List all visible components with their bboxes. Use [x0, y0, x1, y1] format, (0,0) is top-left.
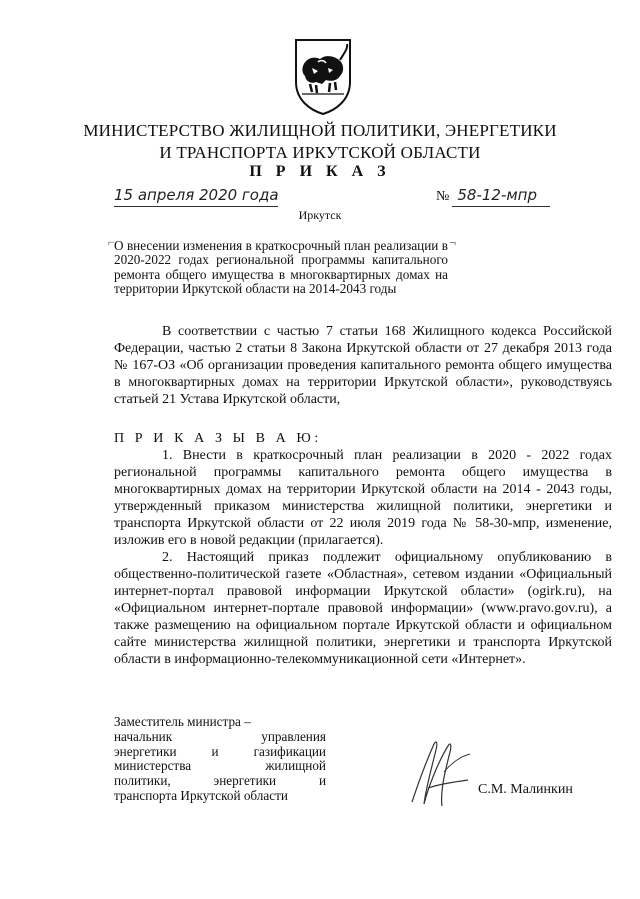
ministry-name-line2: И ТРАНСПОРТА ИРКУТСКОЙ ОБЛАСТИ	[159, 143, 481, 162]
order-item-2: 2. Настоящий приказ подлежит официальному опубликованию в общественно-политической газете «Областная», сетевом издании «Официальный интернет-портал правовой информации Иркутской области» (ogirk.ru), на «Официальном интернет-портале правовой информации» (www.pravo.gov.ru), а также размещению на официальном портале Иркутской области и официальном сайте министерства жилищной политики, энергетики и транспорта Иркутской области в информационно-телекоммуникационной сети «Интернет».	[114, 550, 612, 667]
order-number-handwritten: 58-12-мпр	[457, 186, 538, 204]
city-name: Иркутск	[298, 208, 342, 222]
handwritten-signature	[404, 732, 482, 812]
document-title: П Р И К А З	[249, 163, 391, 180]
ministry-name-line1: МИНИСТЕРСТВО ЖИЛИЩНОЙ ПОЛИТИКИ, ЭНЕРГЕТИКИ	[83, 121, 557, 140]
order-number	[436, 186, 537, 205]
order-date	[114, 186, 279, 205]
date-underline	[114, 206, 278, 207]
bracket-right-icon: ¬	[449, 235, 456, 249]
signatory-position	[114, 715, 326, 804]
signatory-line: транспорта Иркутской области	[114, 787, 288, 803]
signatory-line: энергетики и газификации	[114, 743, 326, 759]
preamble	[114, 323, 612, 408]
signatory-line: начальник управления	[114, 728, 326, 744]
number-sign: №	[436, 189, 450, 204]
number-underline	[452, 206, 550, 207]
signatory-line: Заместитель министра –	[114, 714, 251, 729]
bracket-left-icon: ⌐	[108, 235, 115, 249]
order-subject-text: О внесении изменения в краткосрочный план реализации в 2020-2022 годах региональной программы капитального ремонта общего имущества в многоквартирных домах на территории Иркутской области на 2014-2043 годы	[114, 238, 448, 297]
order-item-1: 1. Внести в краткосрочный план реализации в 2020 - 2022 годах региональной программы капитального ремонта общего имущества в многоквартирных домах на территории Иркутской области на 2014 - 2043 годы, утвержденный приказом министерства жилищной политики, энергетики и транспорта Иркутской области от 22 июля 2019 года № 58-30-мпр, изменение, изложив его в новой редакции (прилагается).	[114, 448, 612, 548]
orders-heading: П Р И К А З Ы В А Ю:	[114, 431, 322, 446]
signatory-line: министерства жилищной	[114, 758, 326, 774]
order-items	[114, 447, 612, 668]
preamble-text: В соответствии с частью 7 статьи 168 Жилищного кодекса Российской Федерации, частью 2 статьи 8 Закона Иркутской области от 27 декабря 2013 года № 167-ОЗ «Об организации проведения капитального ремонта общего имущества в многоквартирных домах на территории Иркутской области», руководствуясь статьей 21 Устава Иркутской области,	[114, 324, 612, 407]
coat-of-arms-emblem	[292, 38, 354, 116]
signatory-name: С.М. Малинкин	[478, 782, 573, 797]
order-subject	[108, 235, 456, 297]
signatory-line: политики, энергетики и	[114, 773, 326, 789]
order-date-handwritten: 15 апреля 2020 года	[114, 186, 279, 204]
